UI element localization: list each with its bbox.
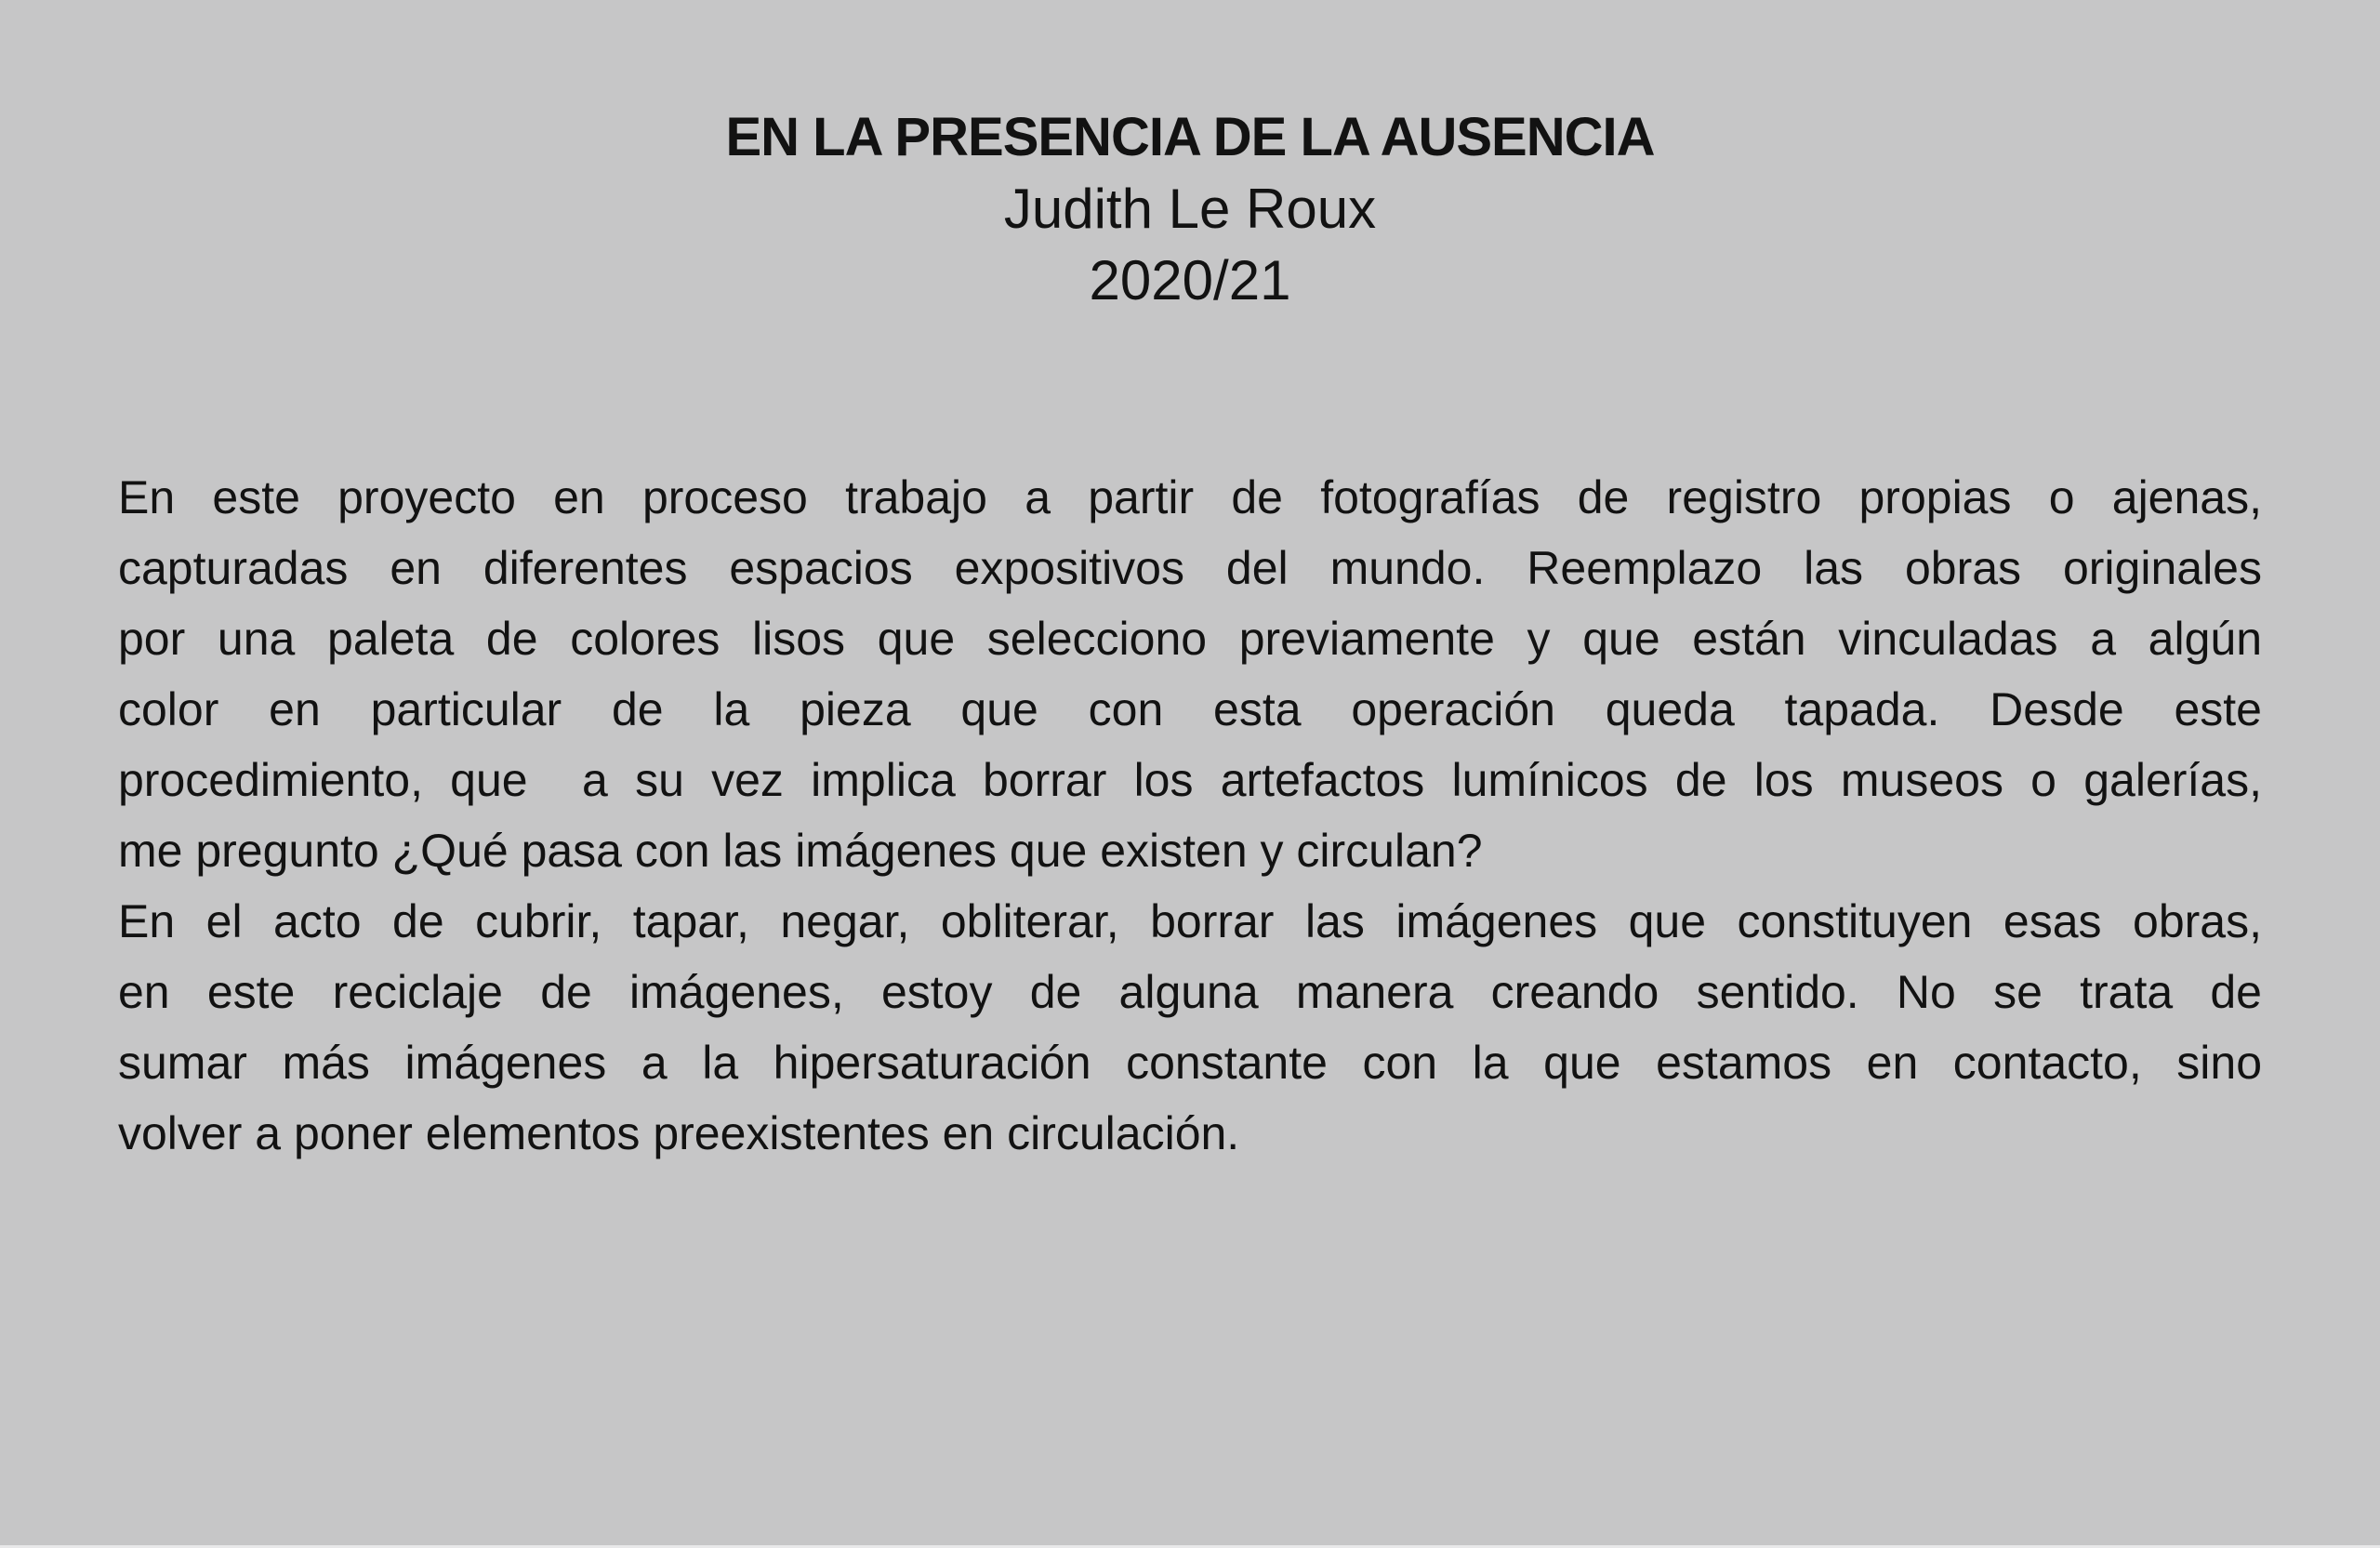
text-line: En este proyecto en proceso trabajo a partir de fotografías de registro propias o ajenas,: [118, 471, 2262, 523]
page-title: EN LA PRESENCIA DE LA AUSENCIA: [725, 107, 1655, 167]
project-years: 2020/21: [1089, 249, 1291, 311]
text-line: color en particular de la pieza que con esta operación queda tapada. Desde este: [118, 683, 2262, 735]
text-line: capturadas en diferentes espacios expositivos del mundo. Reemplazo las obras originales: [118, 542, 2262, 594]
paragraph: [118, 886, 2262, 1169]
text-line: sumar más imágenes a la hipersaturación constante con la que estamos en contacto, sino: [118, 1037, 2262, 1089]
paragraph: [118, 462, 2262, 886]
statement-text: [118, 462, 2262, 1169]
text-line: volver a poner elementos preexistentes en circulación.: [118, 1107, 1240, 1159]
text-line: procedimiento, que a su vez implica borrar los artefactos lumínicos de los museos o galerías,: [118, 754, 2262, 806]
author-name: Judith Le Roux: [1003, 178, 1377, 240]
document-header: [0, 101, 2380, 316]
text-line: me pregunto ¿Qué pasa con las imágenes que existen y circulan?: [118, 825, 1483, 877]
text-line: En el acto de cubrir, tapar, negar, obliterar, borrar las imágenes que constituyen esas obras,: [118, 895, 2262, 947]
text-line: por una paleta de colores lisos que selecciono previamente y que están vinculadas a algún: [118, 613, 2262, 665]
text-line: en este reciclaje de imágenes, estoy de alguna manera creando sentido. No se trata de: [118, 966, 2262, 1018]
